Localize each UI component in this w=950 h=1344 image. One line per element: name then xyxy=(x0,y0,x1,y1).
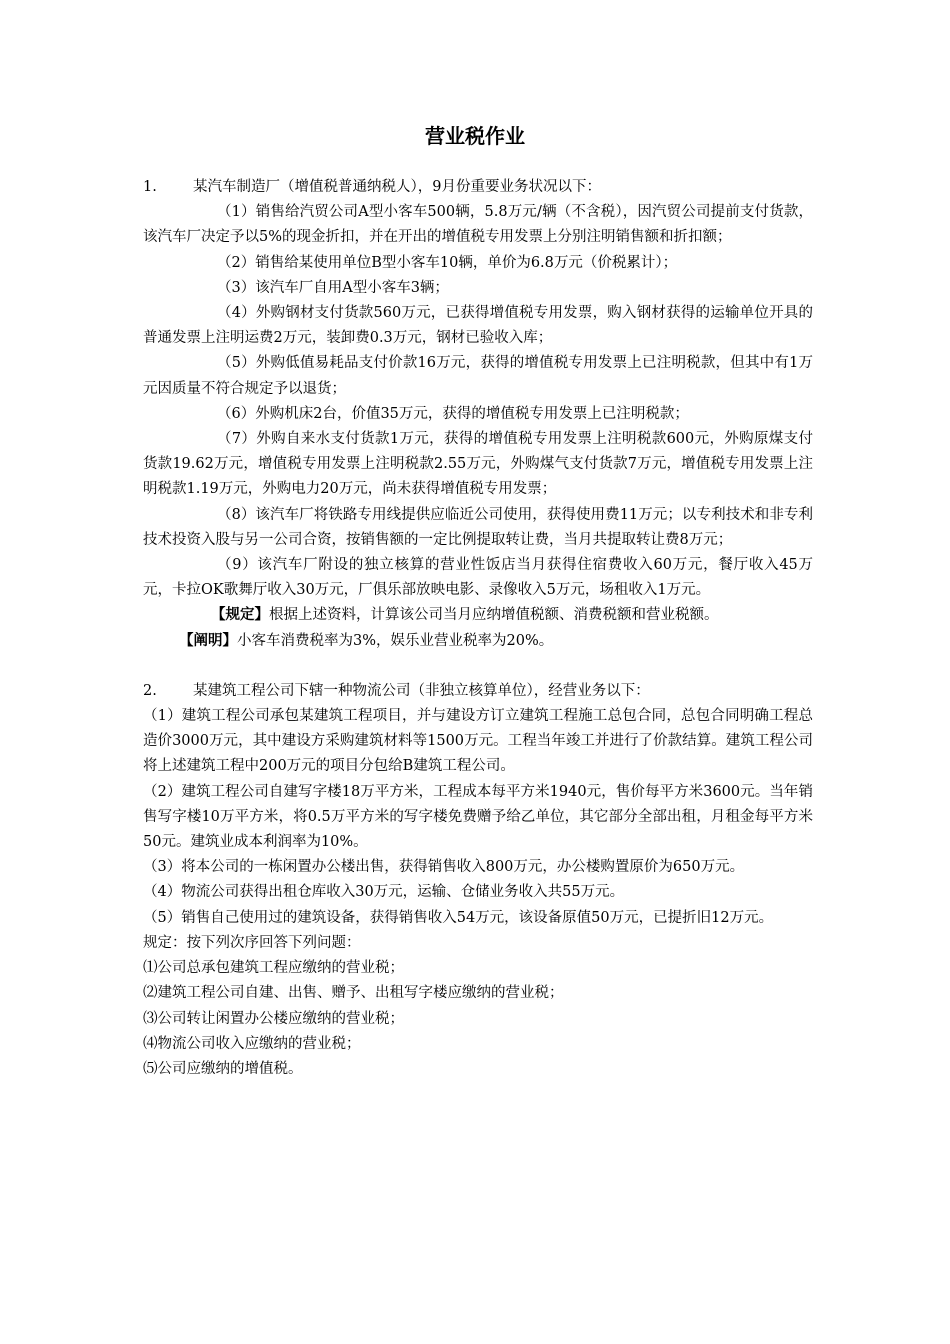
q1-requirement-text: 根据上述资料，计算该公司当月应纳增值税额、消费税额和营业税额。 xyxy=(269,607,719,624)
question-1-intro: 某汽车制造厂（增值税普通纳税人），9月份重要业务状况以下： xyxy=(193,179,601,195)
q2-question-4: ⑷物流公司收入应缴纳的营业税； xyxy=(143,1035,361,1052)
q1-note-label: 【阐明】 xyxy=(179,632,237,649)
section-spacer xyxy=(143,654,813,679)
q2-item-3: （3）将本公司的一栋闲置办公楼出售，获得销售收入800万元，办公楼购置原价为650万元。 xyxy=(143,859,745,876)
question-2-intro: 某建筑工程公司下辖一种物流公司（非独立核算单位），经营业务以下： xyxy=(193,682,650,699)
q2-question-2: ⑵建筑工程公司自建、出售、赠予、出租写字楼应缴纳的营业税； xyxy=(143,985,564,1002)
q1-note-text: 小客车消费税率为3%，娱乐业营业税率为20%。 xyxy=(237,632,554,649)
question-2-number: 2. xyxy=(143,682,157,699)
q1-item-7: （7）外购自来水支付货款1万元，获得的增值税专用发票上注明税款600元，外购原煤支付货款19.62万元，增值税专用发票上注明税款2.55万元，外购煤气支付货款7万元，增值税专用发票上注明税款1.19万元，外购电力20万元，尚未获得增值税专用发票； xyxy=(143,431,813,498)
q1-requirement-label: 【规定】 xyxy=(211,607,269,624)
q2-requirement-intro: 规定：按下列次序回答下列问题： xyxy=(143,934,361,951)
q1-requirement xyxy=(143,603,813,628)
q1-note xyxy=(143,629,813,654)
q2-item-2: （2）建筑工程公司自建写字楼18万平方米，工程成本每平方米1940元，售价每平方米3600元。当年销售写字楼10万平方米，将0.5万平方米的写字楼免费赠予给乙单位，其它部分全部出租，月租金每平方米50元。建筑业成本利润率为10%。 xyxy=(143,783,813,851)
q2-question-1: ⑴公司总承包建筑工程应缴纳的营业税； xyxy=(143,960,404,977)
q2-question-5: ⑸公司应缴纳的增值税。 xyxy=(143,1060,303,1077)
question-1-number: 1. xyxy=(143,179,157,195)
question-1-heading xyxy=(143,175,813,200)
q2-item-5: （5）销售自己使用过的建筑设备，获得销售收入54万元，该设备原值50万元，已提折旧12万元。 xyxy=(143,909,774,926)
q1-item-8: （8）该汽车厂将铁路专用线提供应临近公司使用，获得使用费11万元；以专利技术和非专利技术投资入股与另一公司合资，按销售额的一定比例提取转让费，当月共提取转让费8万元； xyxy=(143,506,813,548)
q1-item-2: （2）销售给某使用单位B型小客车10辆，单价为6.8万元（价税累计）； xyxy=(217,254,678,271)
document-title: 营业税作业 xyxy=(425,124,525,148)
q1-item-5: （5）外购低值易耗品支付价款16万元，获得的增值税专用发票上已注明税款，但其中有1万元因质量不符合规定予以退货； xyxy=(143,355,813,397)
q2-item-4: （4）物流公司获得出租仓库收入30万元，运输、仓储业务收入共55万元。 xyxy=(143,884,625,901)
q2-question-3: ⑶公司转让闲置办公楼应缴纳的营业税； xyxy=(143,1010,404,1027)
q1-item-6: （6）外购机床2台，价值35万元，获得的增值税专用发票上已注明税款； xyxy=(217,405,689,422)
question-2-heading xyxy=(143,679,813,704)
q1-item-9: （9）该汽车厂附设的独立核算的营业性饭店当月获得住宿费收入60万元，餐厅收入45万元，卡拉OK歌舞厅收入30万元，厂俱乐部放映电影、录像收入5万元，场租收入1万元。 xyxy=(143,557,813,599)
q2-item-1: （1）建筑工程公司承包某建筑工程项目，并与建设方订立建筑工程施工总包合同，总包合同明确工程总造价3000万元，其中建设方采购建筑材料等1500万元。工程当年竣工并进行了价款结算。建筑工程公司将上述建筑工程中200万元的项目分包给B建筑工程公司。 xyxy=(143,708,813,775)
q1-item-3: （3）该汽车厂自用A型小客车3辆； xyxy=(217,279,449,296)
document-body xyxy=(143,175,813,1082)
q1-item-1: （1）销售给汽贸公司A型小客车500辆，5.8万元/辆（不含税），因汽贸公司提前支付货款，该汽车厂决定予以5%的现金折扣，并在开出的增值税专用发票上分别注明销售额和折扣额； xyxy=(143,204,813,246)
q1-item-4: （4）外购钢材支付货款560万元，已获得增值税专用发票，购入钢材获得的运输单位开具的普通发票上注明运费2万元，装卸费0.3万元，钢材已验收入库； xyxy=(143,305,813,347)
